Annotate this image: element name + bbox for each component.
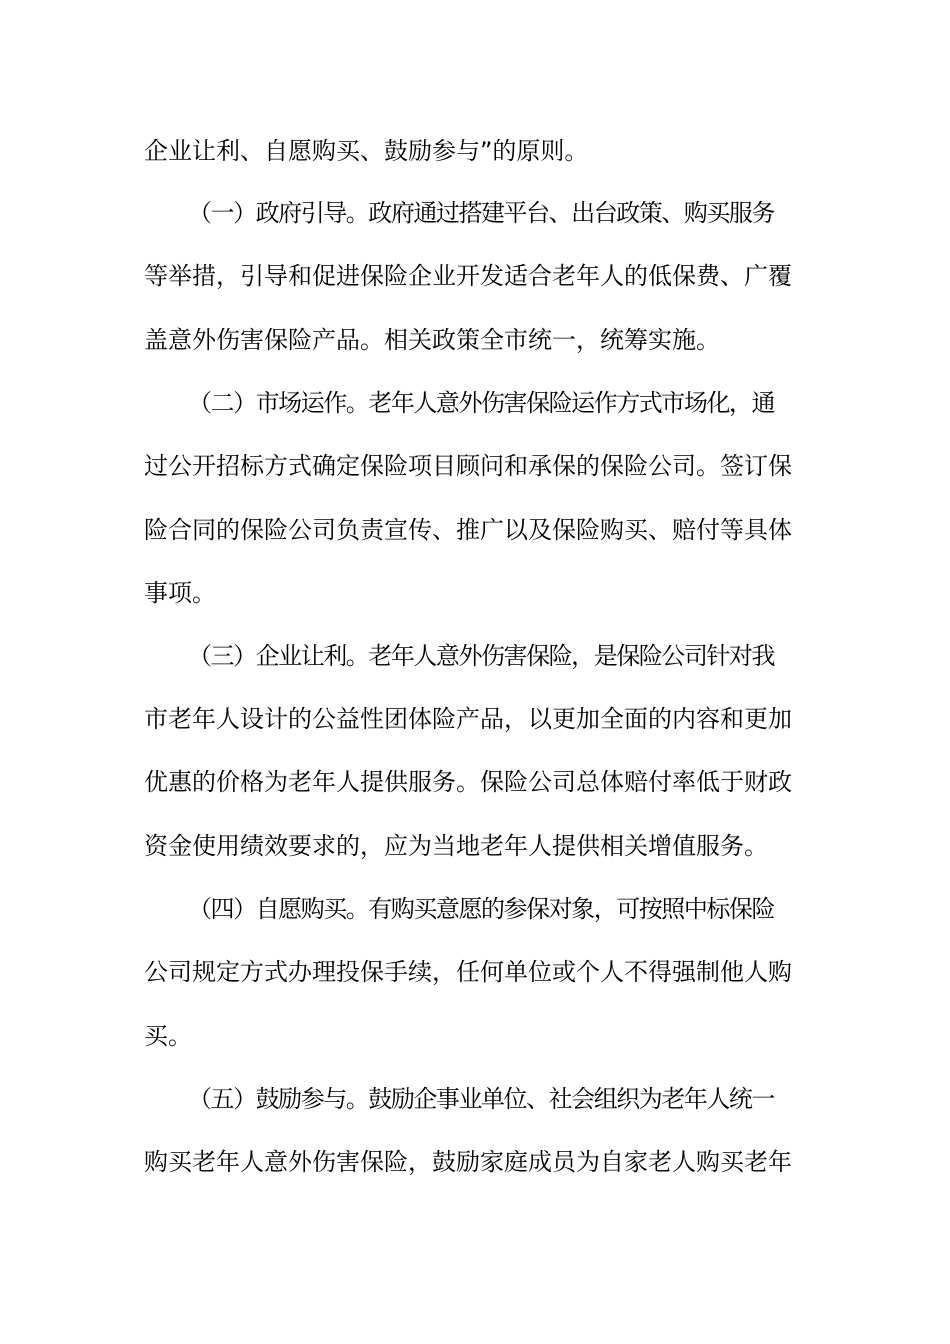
paragraph-line: 过公开招标方式确定保险项目顾问和承保的保险公司。签订保: [144, 452, 792, 480]
paragraph-line: 盖意外伤害保险产品。相关政策全市统一，统筹实施。: [144, 326, 720, 354]
paragraph-line: 市老年人设计的公益性团体险产品，以更加全面的内容和更加: [144, 705, 792, 733]
paragraph-line: 买。: [144, 1022, 192, 1050]
paragraph-line: 险合同的保险公司负责宣传、推广以及保险购买、赔付等具体: [144, 516, 792, 544]
paragraph-line: （二）市场运作。老年人意外伤害保险运作方式市场化，通: [188, 389, 774, 417]
paragraph-line: 等举措，引导和促进保险企业开发适合老年人的低保费、广覆: [144, 262, 792, 290]
paragraph-line: 企业让利、自愿购买、鼓励参与”的原则。: [144, 137, 589, 165]
paragraph-line: （一）政府引导。政府通过搭建平台、出台政策、购买服务: [188, 199, 774, 227]
paragraph-line: 购买老年人意外伤害保险，鼓励家庭成员为自家老人购买老年: [144, 1148, 792, 1176]
paragraph-line: 事项。: [144, 579, 216, 607]
paragraph-line: 优惠的价格为老年人提供服务。保险公司总体赔付率低于财政: [144, 768, 792, 796]
paragraph-line: 资金使用绩效要求的，应为当地老年人提供相关增值服务。: [144, 832, 768, 860]
paragraph-line: （四）自愿购买。有购买意愿的参保对象，可按照中标保险: [188, 895, 774, 923]
paragraph-line: （三）企业让利。老年人意外伤害保险，是保险公司针对我: [188, 642, 774, 670]
paragraph-line: 公司规定方式办理投保手续，任何单位或个人不得强制他人购: [144, 958, 792, 986]
paragraph-line: （五）鼓励参与。鼓励企事业单位、社会组织为老年人统一: [188, 1085, 774, 1113]
